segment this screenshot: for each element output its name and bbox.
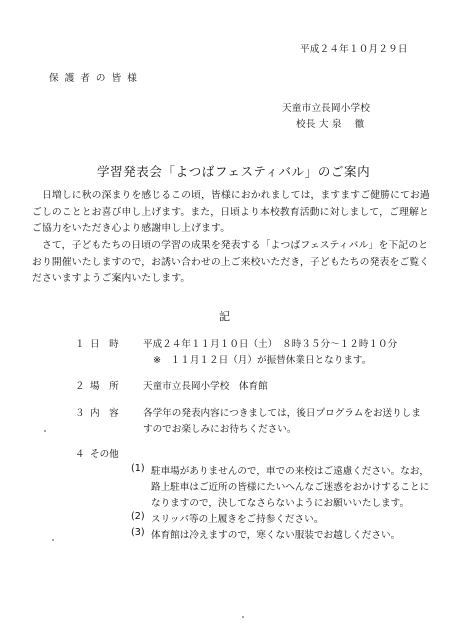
invitation-line: さて，子どもたちの日頃の学習の成果を発表する「よつばフェスティバル」を下記のと (32, 240, 429, 251)
item-label-place: 場 所 (90, 381, 119, 392)
item-label-content: 内 容 (90, 408, 119, 419)
scan-speck (242, 616, 244, 618)
item-datetime-value: 平成２４年１１月１０日（土） ８時３５分～１２時１０分 (143, 339, 398, 350)
intro-line: 日増しに秋の深まりを感じるこの頃，皆様におかれましては，ますますご健勝にてお過 (32, 190, 430, 201)
note-line: 駐車場がありませんので，車での来校はご遠慮ください。なお， (151, 466, 430, 477)
item-label-other: その他 (90, 449, 119, 460)
addressee: 保 護 者 の 皆 様 (49, 73, 139, 84)
scan-speck (44, 430, 46, 432)
item-datetime-note: ※ １１月１２日（月）が振替休業日となります。 (153, 355, 372, 366)
invitation-paragraph (32, 238, 429, 288)
intro-line: ごしのこととお喜び申し上げます。また，日頃より本校教育活動に対しまして，ご理解と (32, 206, 429, 218)
note-line: 路上駐車はご近所の皆様にたいへんなご迷惑をおかけすることに (151, 482, 430, 493)
ki-heading: 記 (219, 310, 230, 323)
intro-paragraph (32, 188, 430, 238)
item-content-line: すのでお楽しみにお待ちください。 (143, 424, 297, 435)
invitation-line: おり開催いたしますので，お誘い合わせの上ご来校いただき，子どもたちの発表をご覧く (32, 256, 430, 268)
item-content-line: 各学年の発表内容につきましては，後日プログラムをお送りしま (143, 408, 421, 419)
item-number: ３ (75, 408, 85, 419)
item-number: １ (75, 339, 85, 350)
item-label-datetime: 日 時 (90, 339, 119, 350)
page-title: 学習発表会「よつばフェスティバル」のご案内 (97, 164, 371, 179)
note-line: なりますので，決してなさらないようにお願いいたします。 (151, 498, 410, 509)
invitation-line: ださいますようご案内いたします。 (32, 273, 191, 284)
scan-speck (52, 539, 54, 541)
note-mark: (3) (131, 527, 145, 538)
note-mark: (2) (131, 511, 145, 522)
note-line: スリッパ等の上履きをご持参ください。 (151, 514, 324, 525)
document-date: 平成２４年１０月２９日 (300, 44, 408, 55)
item-number: ２ (75, 381, 85, 392)
intro-line: ご協力をいただき心より感謝申し上げます。 (32, 223, 231, 234)
note-line: 体育館は冷えますので，寒くない服装でお越しください。 (151, 530, 401, 541)
school-name: 天童市立長岡小学校 (282, 103, 371, 114)
item-number: ４ (75, 449, 85, 460)
item-place-value: 天童市立長岡小学校 体育館 (143, 381, 268, 392)
note-mark: (1) (131, 463, 145, 474)
principal-name: 校長 大 泉 徹 (296, 119, 365, 130)
